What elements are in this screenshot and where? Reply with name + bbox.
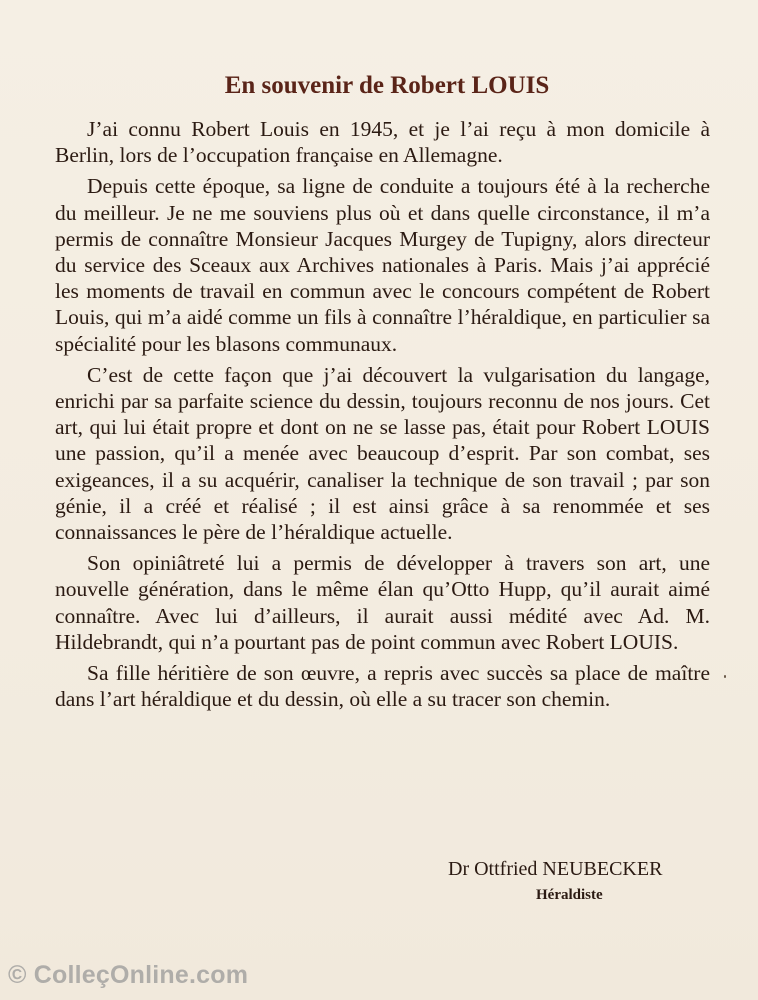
paragraph: Depuis cette époque, sa ligne de conduite a toujours été à la recherche du meilleur. Je ne me souviens plus où et dans quelle circonstance, il m’a permis de connaître Monsieur Jacques Murgey de Tupigny, alors directeur du service des Sceaux aux Archives nationales à Paris. Mais j’ai apprécié les moments de travail en commun avec le concours compétent de Robert Louis, qui m’a aidé comme un fils à connaître l’héraldique, en particulier sa spécialité pour les blasons communaux. bbox=[55, 174, 710, 356]
print-speck bbox=[724, 675, 726, 678]
page-title: En souvenir de Robert LOUIS bbox=[224, 72, 550, 99]
watermark-text: © ColleçOnline.com bbox=[8, 961, 249, 989]
paragraph: Son opiniâtreté lui a permis de développer à travers son art, une nouvelle génération, dans le même élan qu’Otto Hupp, qu’il aurait aimé connaître. Avec lui d’ailleurs, il aurait aussi médité avec Ad. M. Hildebrandt, qui n’a pourtant pas de point commun avec Robert LOUIS. bbox=[55, 551, 710, 654]
signature-name: Dr Ottfried NEUBECKER bbox=[448, 858, 663, 880]
signature-role: Héraldiste bbox=[536, 887, 603, 903]
paragraph: C’est de cette façon que j’ai découvert la vulgarisation du langage, enrichi par sa parfaite science du dessin, toujours reconnu de nos jours. Cet art, qui lui était propre et dont on ne se lasse pas, était pour Robert LOUIS une passion, qu’il a menée avec beaucoup d’esprit. Par son combat, ses exigeances, il a su acquérir, canaliser la technique de son travail ; par son génie, il a créé et réalisé ; il est ainsi grâce à sa renommée et ses connaissances le père de l’héraldique actuelle. bbox=[55, 362, 710, 545]
document-body bbox=[55, 116, 710, 717]
paragraph: Sa fille héritière de son œuvre, a repris avec succès sa place de maître dans l’art héraldique et du dessin, où elle a su tracer son chemin. bbox=[55, 661, 710, 712]
signature-block bbox=[448, 858, 710, 903]
paragraph: J’ai connu Robert Louis en 1945, et je l’ai reçu à mon domicile à Berlin, lors de l’occupation française en Allemagne. bbox=[55, 117, 710, 168]
